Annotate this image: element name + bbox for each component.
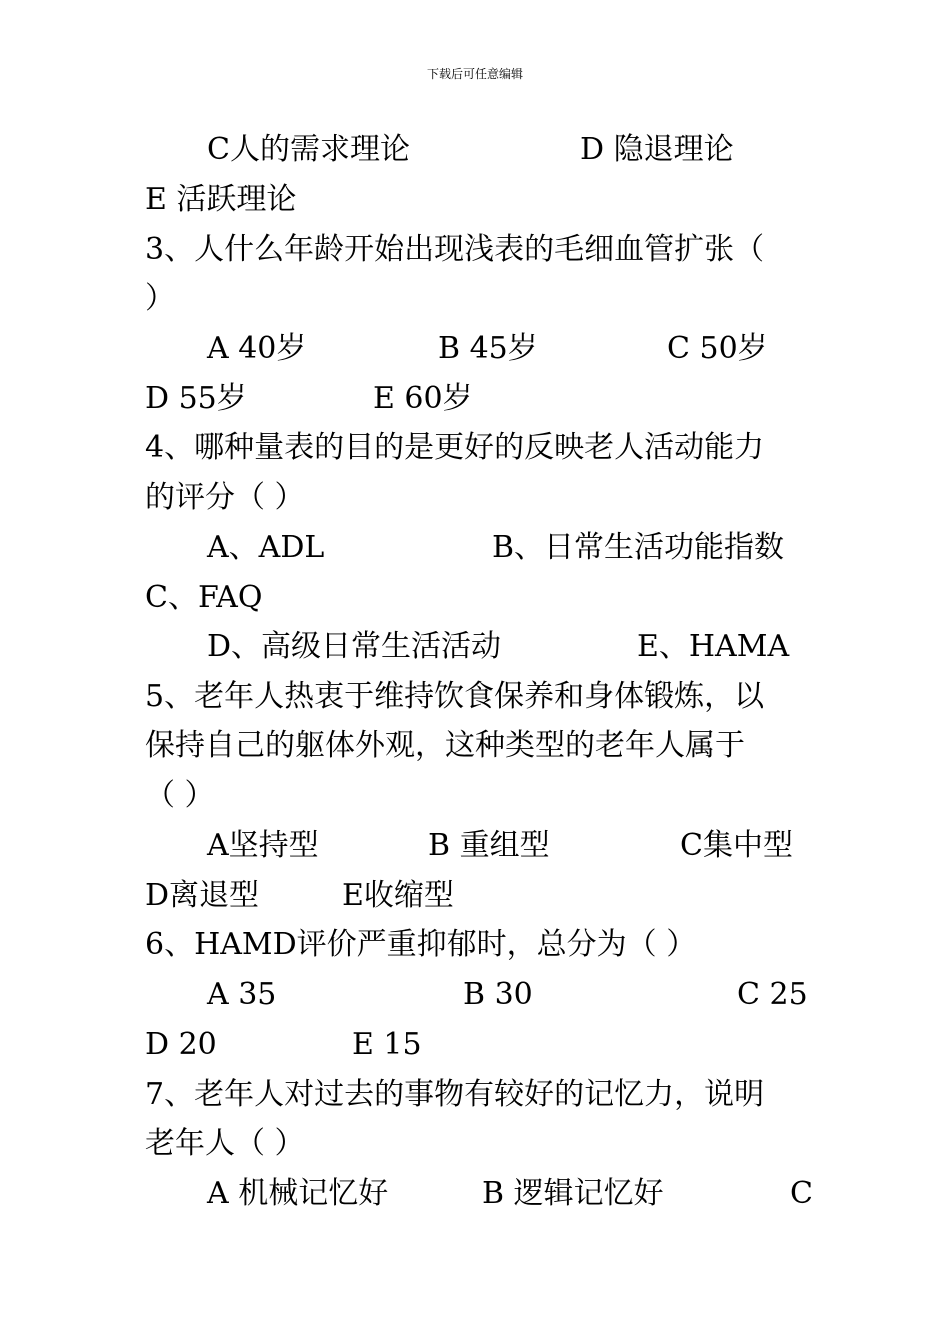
option-b: B、日常生活功能指数 — [492, 530, 785, 565]
option-b: B 重组型 — [428, 828, 550, 863]
question-text: 6、HAMD评价严重抑郁时，总分为（ ） — [145, 927, 697, 962]
option-e: E 60岁 — [373, 381, 473, 416]
option-a: A坚持型 — [207, 828, 319, 863]
option-c: C、FAQ — [145, 580, 263, 615]
option-d: D 隐退理论 — [580, 132, 734, 167]
question-text: 保持自己的躯体外观，这种类型的老年人属于 — [145, 728, 745, 763]
option-c: C — [790, 1176, 813, 1211]
question-text: 老年人（ ） — [145, 1126, 305, 1161]
option-b: B 30 — [463, 977, 533, 1012]
option-b: B 45岁 — [438, 331, 538, 366]
option-c: C 25 — [737, 977, 808, 1012]
option-c: C集中型 — [680, 828, 793, 863]
question-text: 3、人什么年龄开始出现浅表的毛细血管扩张（ — [145, 232, 765, 267]
option-a: A、ADL — [207, 530, 325, 565]
question-text: ） — [145, 281, 175, 316]
question-text: （ ） — [145, 778, 215, 813]
option-a: A 35 — [207, 977, 277, 1012]
option-d: D离退型 — [145, 878, 260, 913]
option-e: E收缩型 — [342, 878, 454, 913]
option-e: E 15 — [352, 1027, 422, 1062]
page-header-note: 下载后可任意编辑 — [426, 67, 523, 81]
option-c: C人的需求理论 — [207, 132, 410, 167]
option-e: E、HAMA — [637, 629, 790, 664]
option-d: D、高级日常生活活动 — [207, 629, 502, 664]
option-b: B 逻辑记忆好 — [482, 1176, 664, 1211]
question-text: 的评分（ ） — [145, 480, 305, 515]
question-text: 7、老年人对过去的事物有较好的记忆力，说明 — [145, 1077, 765, 1112]
option-a: A 机械记忆好 — [207, 1176, 389, 1211]
option-d: D 20 — [145, 1027, 217, 1062]
question-text: 5、老年人热衷于维持饮食保养和身体锻炼，以 — [145, 679, 765, 714]
option-e: E 活跃理论 — [145, 182, 297, 217]
option-d: D 55岁 — [145, 381, 247, 416]
option-a: A 40岁 — [207, 331, 307, 366]
question-text: 4、哪种量表的目的是更好的反映老人活动能力 — [145, 430, 765, 465]
option-c: C 50岁 — [667, 331, 768, 366]
